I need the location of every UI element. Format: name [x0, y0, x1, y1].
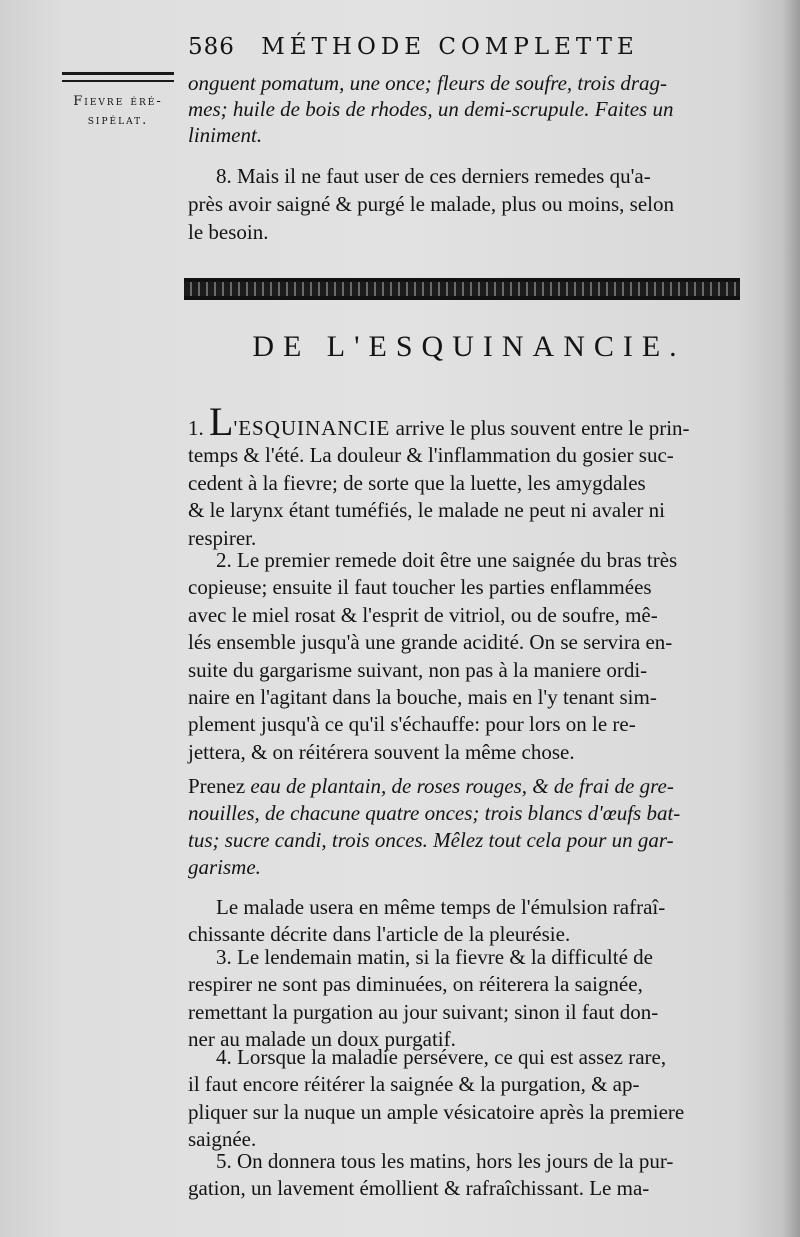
paragraph-2 — [188, 547, 750, 766]
text-line: respirer. — [188, 525, 257, 550]
text-line: saignée. — [188, 1127, 257, 1152]
text-line: naire en l'agitant dans la bouche, mais en l'y tenant sim- — [188, 685, 657, 710]
text-line: suite du gargarisme suivant, non pas à la maniere ordi- — [188, 657, 648, 682]
paragraph-3 — [188, 944, 750, 1054]
text-line: tus; sucre candi, trois onces. Mêlez tout cela pour un gar- — [188, 828, 674, 852]
text-line: le besoin. — [188, 220, 269, 244]
text-line: Le malade usera en même temps de l'émulsion rafraî- — [216, 895, 666, 919]
paragraph-1 — [188, 399, 750, 552]
text-line: & le larynx étant tuméfiés, le malade ne peut ni avaler ni — [188, 498, 665, 523]
margin-rule-bottom — [62, 80, 174, 82]
text-line: garisme. — [188, 855, 261, 879]
text-line: 3. Le lendemain matin, si la fievre & la difficulté de — [216, 945, 653, 969]
text-line: temps & l'été. La douleur & l'inflammation du gosier suc- — [188, 443, 674, 468]
margin-note — [56, 92, 180, 130]
text-line: cedent à la fievre; de sorte que la luette, les amygdales — [188, 470, 646, 495]
text-line: lés ensemble jusqu'à une grande acidité. On se servira en- — [188, 630, 673, 655]
page-edge-shadow — [782, 0, 800, 1237]
running-title: MÉTHODE COMPLETTE — [261, 34, 639, 60]
text-fragment: Prenez — [188, 774, 246, 798]
text-line: avec le miel rosat & l'esprit de vitriol, ou de soufre, mê- — [188, 602, 658, 627]
text-line: mes; huile de bois de rhodes, un demi-scrupule. Faites un — [188, 97, 674, 121]
text-line: 5. On donnera tous les matins, hors les jours de la pur- — [216, 1149, 674, 1173]
text-line: jettera, & on réitérera souvent la même chose. — [188, 739, 575, 764]
section-title: DE L'ESQUINANCIE. — [252, 330, 686, 363]
paragraph-4 — [188, 1044, 750, 1154]
margin-note-line: Fievre éré- — [73, 94, 163, 109]
margin-rule-top — [62, 72, 174, 75]
text-line: ner au malade un doux purgatif. — [188, 1027, 456, 1052]
text-fragment: eau de plantain, de roses rouges, & de frai de gre- — [245, 774, 674, 798]
margin-note-line: sipélat. — [87, 113, 149, 128]
text-line — [188, 399, 750, 444]
text-line: plement jusqu'à ce qu'il s'échauffe: pour lors on le re- — [188, 712, 636, 737]
text-line: pliquer sur la nuque un ample vésicatoire après la premiere — [188, 1099, 685, 1124]
ornamental-rule — [184, 278, 740, 300]
paragraph-8 — [188, 162, 750, 246]
text-line: nouilles, de chacune quatre onces; trois blancs d'œufs bat- — [188, 801, 681, 825]
text-line: 2. Le premier remede doit être une saignée du bras très — [216, 548, 678, 572]
text-line: remettant la purgation au jour suivant; sinon il faut don- — [188, 999, 659, 1024]
page-number: 586 — [188, 34, 235, 60]
text-line — [188, 773, 750, 800]
paragraph-number: 1. — [188, 416, 204, 440]
recipe — [188, 773, 750, 881]
text-fragment: arrive le plus souvent entre le prin- — [390, 416, 690, 440]
text-line: onguent pomatum, une once; fleurs de soufre, trois drag- — [188, 71, 668, 95]
text-line: chissante décrite dans l'article de la pleurésie. — [188, 922, 571, 947]
text-line: près avoir saigné & purgé le malade, plus ou moins, selon — [188, 192, 675, 216]
text-line: gation, un lavement émollient & rafraîchissant. Le ma- — [188, 1176, 650, 1201]
text-line: il faut encore réitérer la saignée & la purgation, & ap- — [188, 1072, 640, 1097]
text-line: 8. Mais il ne faut user de ces derniers remedes qu'a- — [216, 164, 651, 188]
drop-cap: L — [209, 399, 234, 444]
continuation-text — [188, 70, 750, 148]
running-header — [188, 34, 748, 60]
text-line: 4. Lorsque la maladie persévere, ce qui est assez rare, — [216, 1045, 667, 1069]
text-line: respirer ne sont pas diminuées, on réiterera la saignée, — [188, 972, 643, 997]
text-line: liniment. — [188, 123, 263, 147]
paragraph-emulsion — [188, 894, 750, 949]
smallcaps-word: 'ESQUINANCIE — [233, 416, 391, 440]
text-line: copieuse; ensuite il faut toucher les parties enflammées — [188, 575, 652, 600]
paragraph-5 — [188, 1148, 750, 1203]
